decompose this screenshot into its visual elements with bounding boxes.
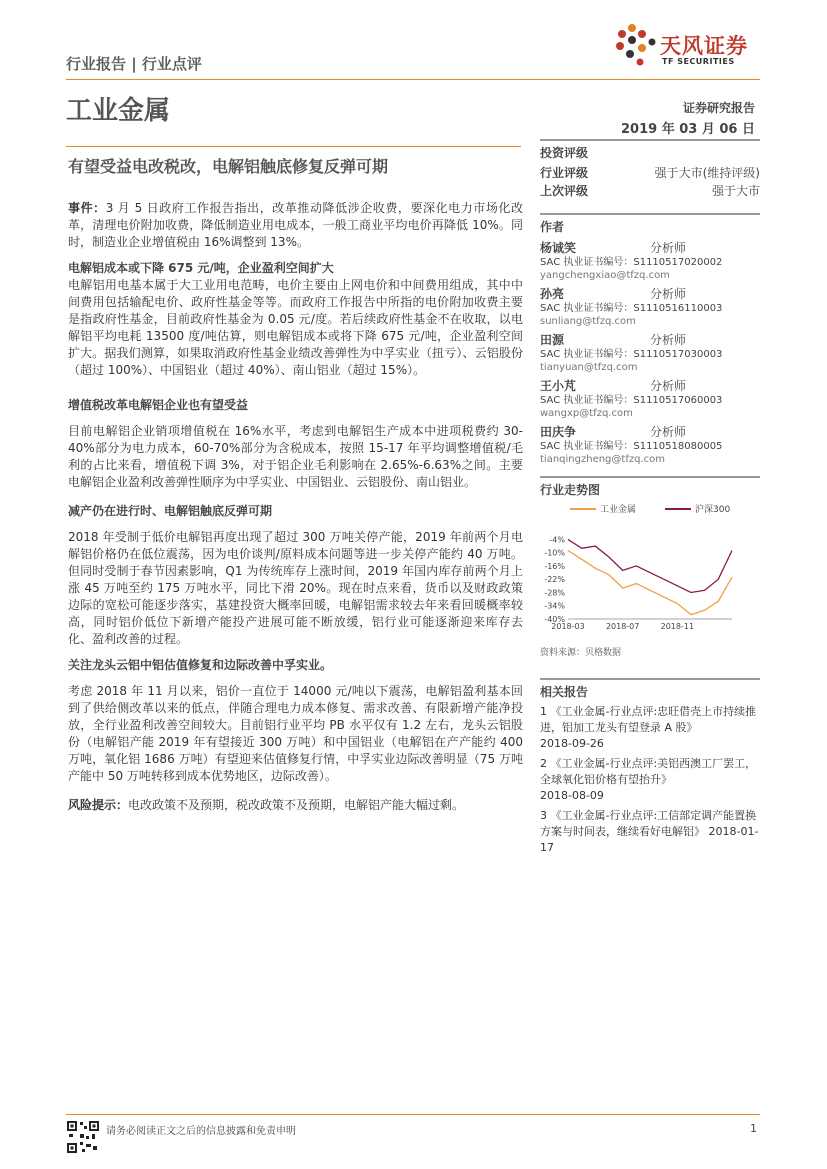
- author-sac: SAC 执业证书编号：S1110517020002: [540, 257, 723, 268]
- author-entry: [540, 379, 760, 420]
- related-report-text: 3 《工业金属-行业点评:工信部定调产能置换方案与时间表，继续看好电解铝》: [540, 809, 757, 838]
- chart-panel: [540, 476, 760, 498]
- related-report-item[interactable]: [540, 808, 760, 856]
- rating-row: [540, 164, 760, 182]
- section-body: 考虑 2018 年 11 月以来，铝价一直位于 14000 元/吨以下震荡，电解铝盈利基本回到了供给侧改革以来的低点，伴随合理电力成本修复、需求改善、有限新增产能净投放，全行业盈利改善空间较大。目前铝行业平均 PB 水平仅有 1.2 左右，龙头云铝股份（电解铝产能 2019 年有望接近 300 万吨）和中国铝业（电解铝在产产能约 400 万吨，氧化铝 1686 万吨）有望迎来估值修复行情，中孚实业边际改善明显（75 万吨产能中 50 万吨转移到成本优势地区，边际改善）。: [68, 684, 523, 783]
- section-title: 增值税改革电解铝企业也有望受益: [68, 398, 249, 412]
- industry-title: 工业金属: [66, 96, 171, 126]
- author-email[interactable]: tianyuan@tfzq.com: [540, 362, 638, 373]
- rating-label: 行业评级: [540, 166, 589, 180]
- author-sac: SAC 执业证书编号：S1110517030003: [540, 349, 723, 360]
- related-report-item[interactable]: [540, 756, 760, 804]
- section-title: 电解铝成本或下降 675 元/吨，企业盈利空间扩大: [68, 261, 334, 275]
- y-tick-label: -22%: [544, 575, 565, 585]
- rating-title: 投资评级: [540, 139, 760, 161]
- related-report-date: 2018-08-09: [540, 789, 604, 802]
- legend-label: 工业金属: [600, 505, 637, 515]
- brand-name: 天风证券: [660, 34, 748, 58]
- series-line: [568, 551, 732, 615]
- section-body: 目前电解铝企业销项增值税在 16%水平，考虑到电解铝生产成本中进项税费约 30-40%部分为电力成本，60-70%部分为含税成本，按照 15-17 年平均调整增值税/毛利的占比来看，增值税下调 3%，对于铝企业毛利影响在 2.65%-6.63%之间。主要电解铝企业盈利改善弹性顺序为中孚实业、中国铝业、云铝股份、南山铝业。: [68, 424, 523, 489]
- section-body: 2018 年受制于低价电解铝再度出现了超过 300 万吨关停产能，2019 年前两个月电解铝价格仍在低位震荡，因为电价谈判/原料成本问题等进一步关停产能约 40 万吨。但同时受制于春节因素影响，Q1 为传统库存上涨时间，2019 年国内库存前两个月上涨 45 万吨至约 175 万吨水平，同比下滑 20%。现在时点来看，货币以及财政政策边际的宽松可能逐步落实，基建投资大概率回暖，电解铝需求较去年来看回暖概率较高，同时铝价低位下新增产能投产进展可能不断放缓，铝行业可能逐渐迎来库存去化、盈利改善的过程。: [68, 530, 523, 646]
- qr-code-icon: [66, 1120, 100, 1154]
- y-tick-label: -40%: [544, 615, 565, 624]
- author-entry: [540, 333, 760, 374]
- event-label: 事件：: [68, 201, 106, 215]
- main-body: [68, 200, 523, 814]
- header-divider: [66, 79, 760, 80]
- author-email[interactable]: wangxp@tfzq.com: [540, 408, 633, 419]
- section-title: 关注龙头云铝中铝估值修复和边际改善中孚实业。: [68, 658, 333, 672]
- y-tick-label: -10%: [544, 548, 565, 558]
- risk-text: 电改政策不及预期，税改政策不及预期，电解铝产能大幅过剩。: [128, 798, 465, 812]
- author-role: 分析师: [650, 333, 687, 347]
- author-entry: [540, 241, 760, 282]
- author-email[interactable]: tianqingzheng@tfzq.com: [540, 454, 665, 465]
- page-number: 1: [750, 1122, 757, 1135]
- risk-paragraph: [68, 797, 523, 814]
- author-name: 田源: [540, 333, 565, 347]
- author-name: 杨诚笑: [540, 241, 577, 255]
- headline-divider: [66, 146, 521, 147]
- author-sac: SAC 执业证书编号：S1110516110003: [540, 303, 723, 314]
- author-name: 田庆争: [540, 425, 577, 439]
- risk-label: 风险提示：: [68, 798, 129, 812]
- chart-title: 行业走势图: [540, 476, 760, 498]
- prev-rating-label: 上次评级: [540, 184, 589, 198]
- author-name: 孙亮: [540, 287, 565, 301]
- related-report-text: 1 《工业金属-行业点评:忠旺借壳上市持续推进，铝加工龙头有望登录 A 股》: [540, 705, 757, 734]
- report-type: 行业报告 | 行业点评: [66, 55, 202, 73]
- related-reports: [540, 678, 760, 856]
- prev-rating-value: 强于大市: [711, 184, 760, 198]
- disclaimer-notice: 请务必阅读正文之后的信息披露和免责申明: [106, 1126, 296, 1137]
- related-report-date: 2018-09-26: [540, 737, 604, 750]
- author-entry: [540, 287, 760, 328]
- related-report-item[interactable]: [540, 704, 760, 752]
- author-role: 分析师: [650, 287, 687, 301]
- section-title: 减产仍在进行时、电解铝触底反弹可期: [68, 504, 273, 518]
- industry-trend-chart: [540, 497, 760, 637]
- author-sac: SAC 执业证书编号：S1110517060003: [540, 395, 723, 406]
- author-entry: [540, 425, 760, 466]
- brand-subtitle: TF SECURITIES: [662, 57, 735, 66]
- related-report-date: 2018-01-17: [540, 825, 759, 854]
- rating-panel: [540, 139, 760, 200]
- event-paragraph: [68, 200, 523, 251]
- prev-rating-row: [540, 182, 760, 200]
- related-title: 相关报告: [540, 678, 760, 700]
- x-tick-label: 2018-03: [551, 622, 585, 631]
- authors-panel: [540, 213, 760, 471]
- rating-value: 强于大市(维持评级): [654, 166, 760, 180]
- report-date: 2019 年 03 月 06 日: [621, 122, 755, 137]
- event-text: 3 月 5 日政府工作报告指出，改革推动降低涉企收费，要深化电力市场化改革，清理电价附加收费，降低制造业用电成本，一般工商业平均电价再降低 10%。同时，制造业企业增值税由 16%调整到 13%。: [68, 201, 523, 249]
- y-tick-label: -28%: [544, 588, 565, 598]
- related-report-text: 2 《工业金属-行业点评:美铝西澳工厂罢工，全球氧化铝价格有望抬升》: [540, 757, 757, 786]
- author-role: 分析师: [650, 241, 687, 255]
- author-sac: SAC 执业证书编号：S1110518080005: [540, 441, 723, 452]
- y-tick-label: -4%: [549, 535, 565, 545]
- authors-title: 作者: [540, 213, 760, 235]
- footer-divider: [66, 1114, 760, 1115]
- page-title: 有望受益电改税改，电解铝触底修复反弹可期: [68, 157, 389, 176]
- y-tick-label: -34%: [544, 601, 565, 611]
- author-email[interactable]: sunliang@tfzq.com: [540, 316, 636, 327]
- y-tick-label: -16%: [544, 561, 565, 571]
- author-email[interactable]: yangchengxiao@tfzq.com: [540, 270, 670, 281]
- chart-source: 资料来源：贝格数据: [540, 648, 622, 658]
- x-tick-label: 2018-07: [605, 622, 640, 631]
- author-role: 分析师: [650, 425, 687, 439]
- report-kind: 证券研究报告: [682, 101, 755, 115]
- section-body: 电解铝用电基本属于大工业用电范畴，电价主要由上网电价和中间费用组成，其中中间费用包括输配电价、政府性基金等等。而政府工作报告中所指的电价附加收费主要是指政府性基金，目前政府性基金为 0.05 元/度。若后续政府性基金不在收取，以电解铝平均电耗 13500 度/吨估算，则电解铝成本或将下降 675 元/吨，企业盈利空间扩大。据我们测算，如果取消政府性基金业绩改善弹性为中孚实业（扭亏）、云铝股份（超过 100%）、中国铝业（超过 40%）、南山铝业（超过 15%）。: [68, 278, 523, 377]
- legend-label: 沪深300: [695, 505, 731, 515]
- author-name: 王小芃: [540, 379, 577, 393]
- x-tick-label: 2018-11: [660, 622, 695, 631]
- author-role: 分析师: [650, 379, 687, 393]
